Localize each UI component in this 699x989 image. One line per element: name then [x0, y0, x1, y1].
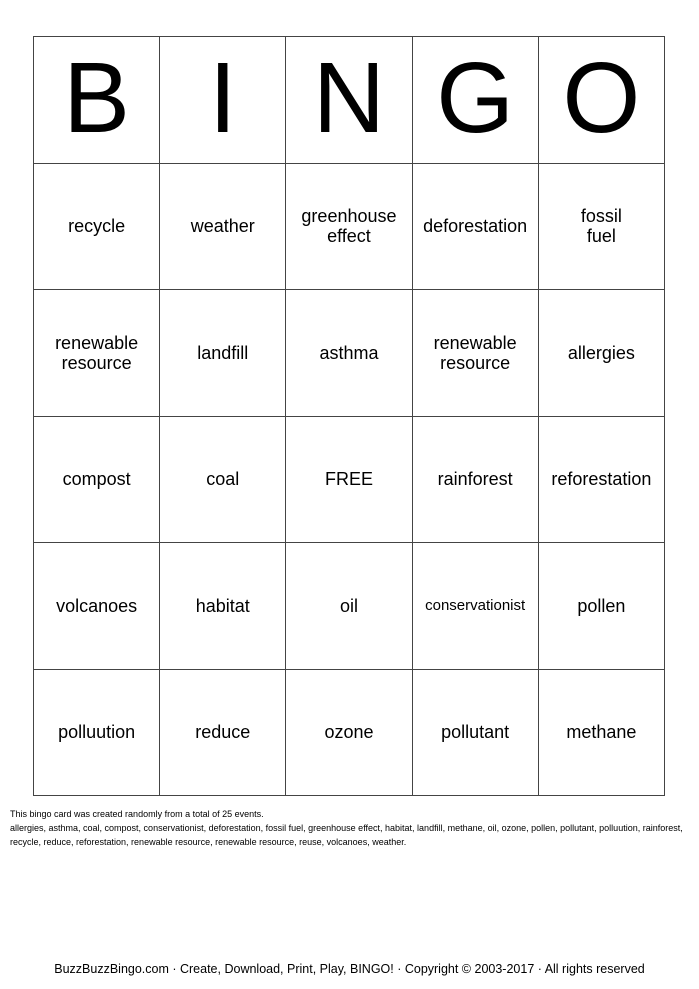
bingo-cell: reduce: [160, 669, 286, 796]
bingo-cell: renewable resource: [412, 290, 538, 417]
header-letter: B: [63, 41, 130, 154]
bingo-cell: greenhouse effect: [286, 163, 412, 290]
header-row: [34, 37, 665, 164]
bingo-cell: rainforest: [412, 416, 538, 543]
bingo-cell: reforestation: [538, 416, 664, 543]
bingo-cell: coal: [160, 416, 286, 543]
bingo-cell: pollutant: [412, 669, 538, 796]
card-footnote: [10, 807, 690, 849]
bingo-cell: recycle: [34, 163, 160, 290]
grid-row: [34, 543, 665, 670]
bingo-cell: methane: [538, 669, 664, 796]
bingo-cell: oil: [286, 543, 412, 670]
bingo-cell: pollen: [538, 543, 664, 670]
bingo-cell: deforestation: [412, 163, 538, 290]
header-letter-b: [34, 37, 160, 164]
header-letter: N: [312, 41, 386, 154]
grid-row: [34, 669, 665, 796]
bingo-cell: fossil fuel: [538, 163, 664, 290]
free-space-cell: FREE: [286, 416, 412, 543]
header-letter: I: [208, 41, 237, 154]
bingo-cell: allergies: [538, 290, 664, 417]
bingo-cell: polluution: [34, 669, 160, 796]
site-footer: BuzzBuzzBingo.com · Create, Download, Print, Play, BINGO! · Copyright © 2003-2017 · All rights reserved: [54, 962, 645, 976]
bingo-cell: landfill: [160, 290, 286, 417]
footnote-summary: This bingo card was created randomly from a total of 25 events.: [10, 809, 264, 819]
header-letter: G: [436, 41, 515, 154]
grid-row: [34, 290, 665, 417]
grid-row: [34, 163, 665, 290]
grid-row: [34, 416, 665, 543]
header-letter-i: [160, 37, 286, 164]
bingo-cell: volcanoes: [34, 543, 160, 670]
bingo-cell: renewable resource: [34, 290, 160, 417]
footnote-event-list: allergies, asthma, coal, compost, conservationist, deforestation, fossil fuel, greenhouse effect, habitat, landfill, methane, oil, ozone, pollen, pollutant, polluution, rainforest, recycle, reduce, reforestation, renewable resource, renewable resource, reuse, volcanoes, weather.: [10, 823, 683, 847]
header-letter-g: [412, 37, 538, 164]
bingo-cell: conservationist: [412, 543, 538, 670]
header-letter-o: [538, 37, 664, 164]
bingo-cell: habitat: [160, 543, 286, 670]
bingo-cell: weather: [160, 163, 286, 290]
header-letter: O: [562, 41, 641, 154]
bingo-cell: ozone: [286, 669, 412, 796]
header-letter-n: [286, 37, 412, 164]
bingo-cell: compost: [34, 416, 160, 543]
bingo-card: [33, 36, 665, 796]
bingo-cell: asthma: [286, 290, 412, 417]
